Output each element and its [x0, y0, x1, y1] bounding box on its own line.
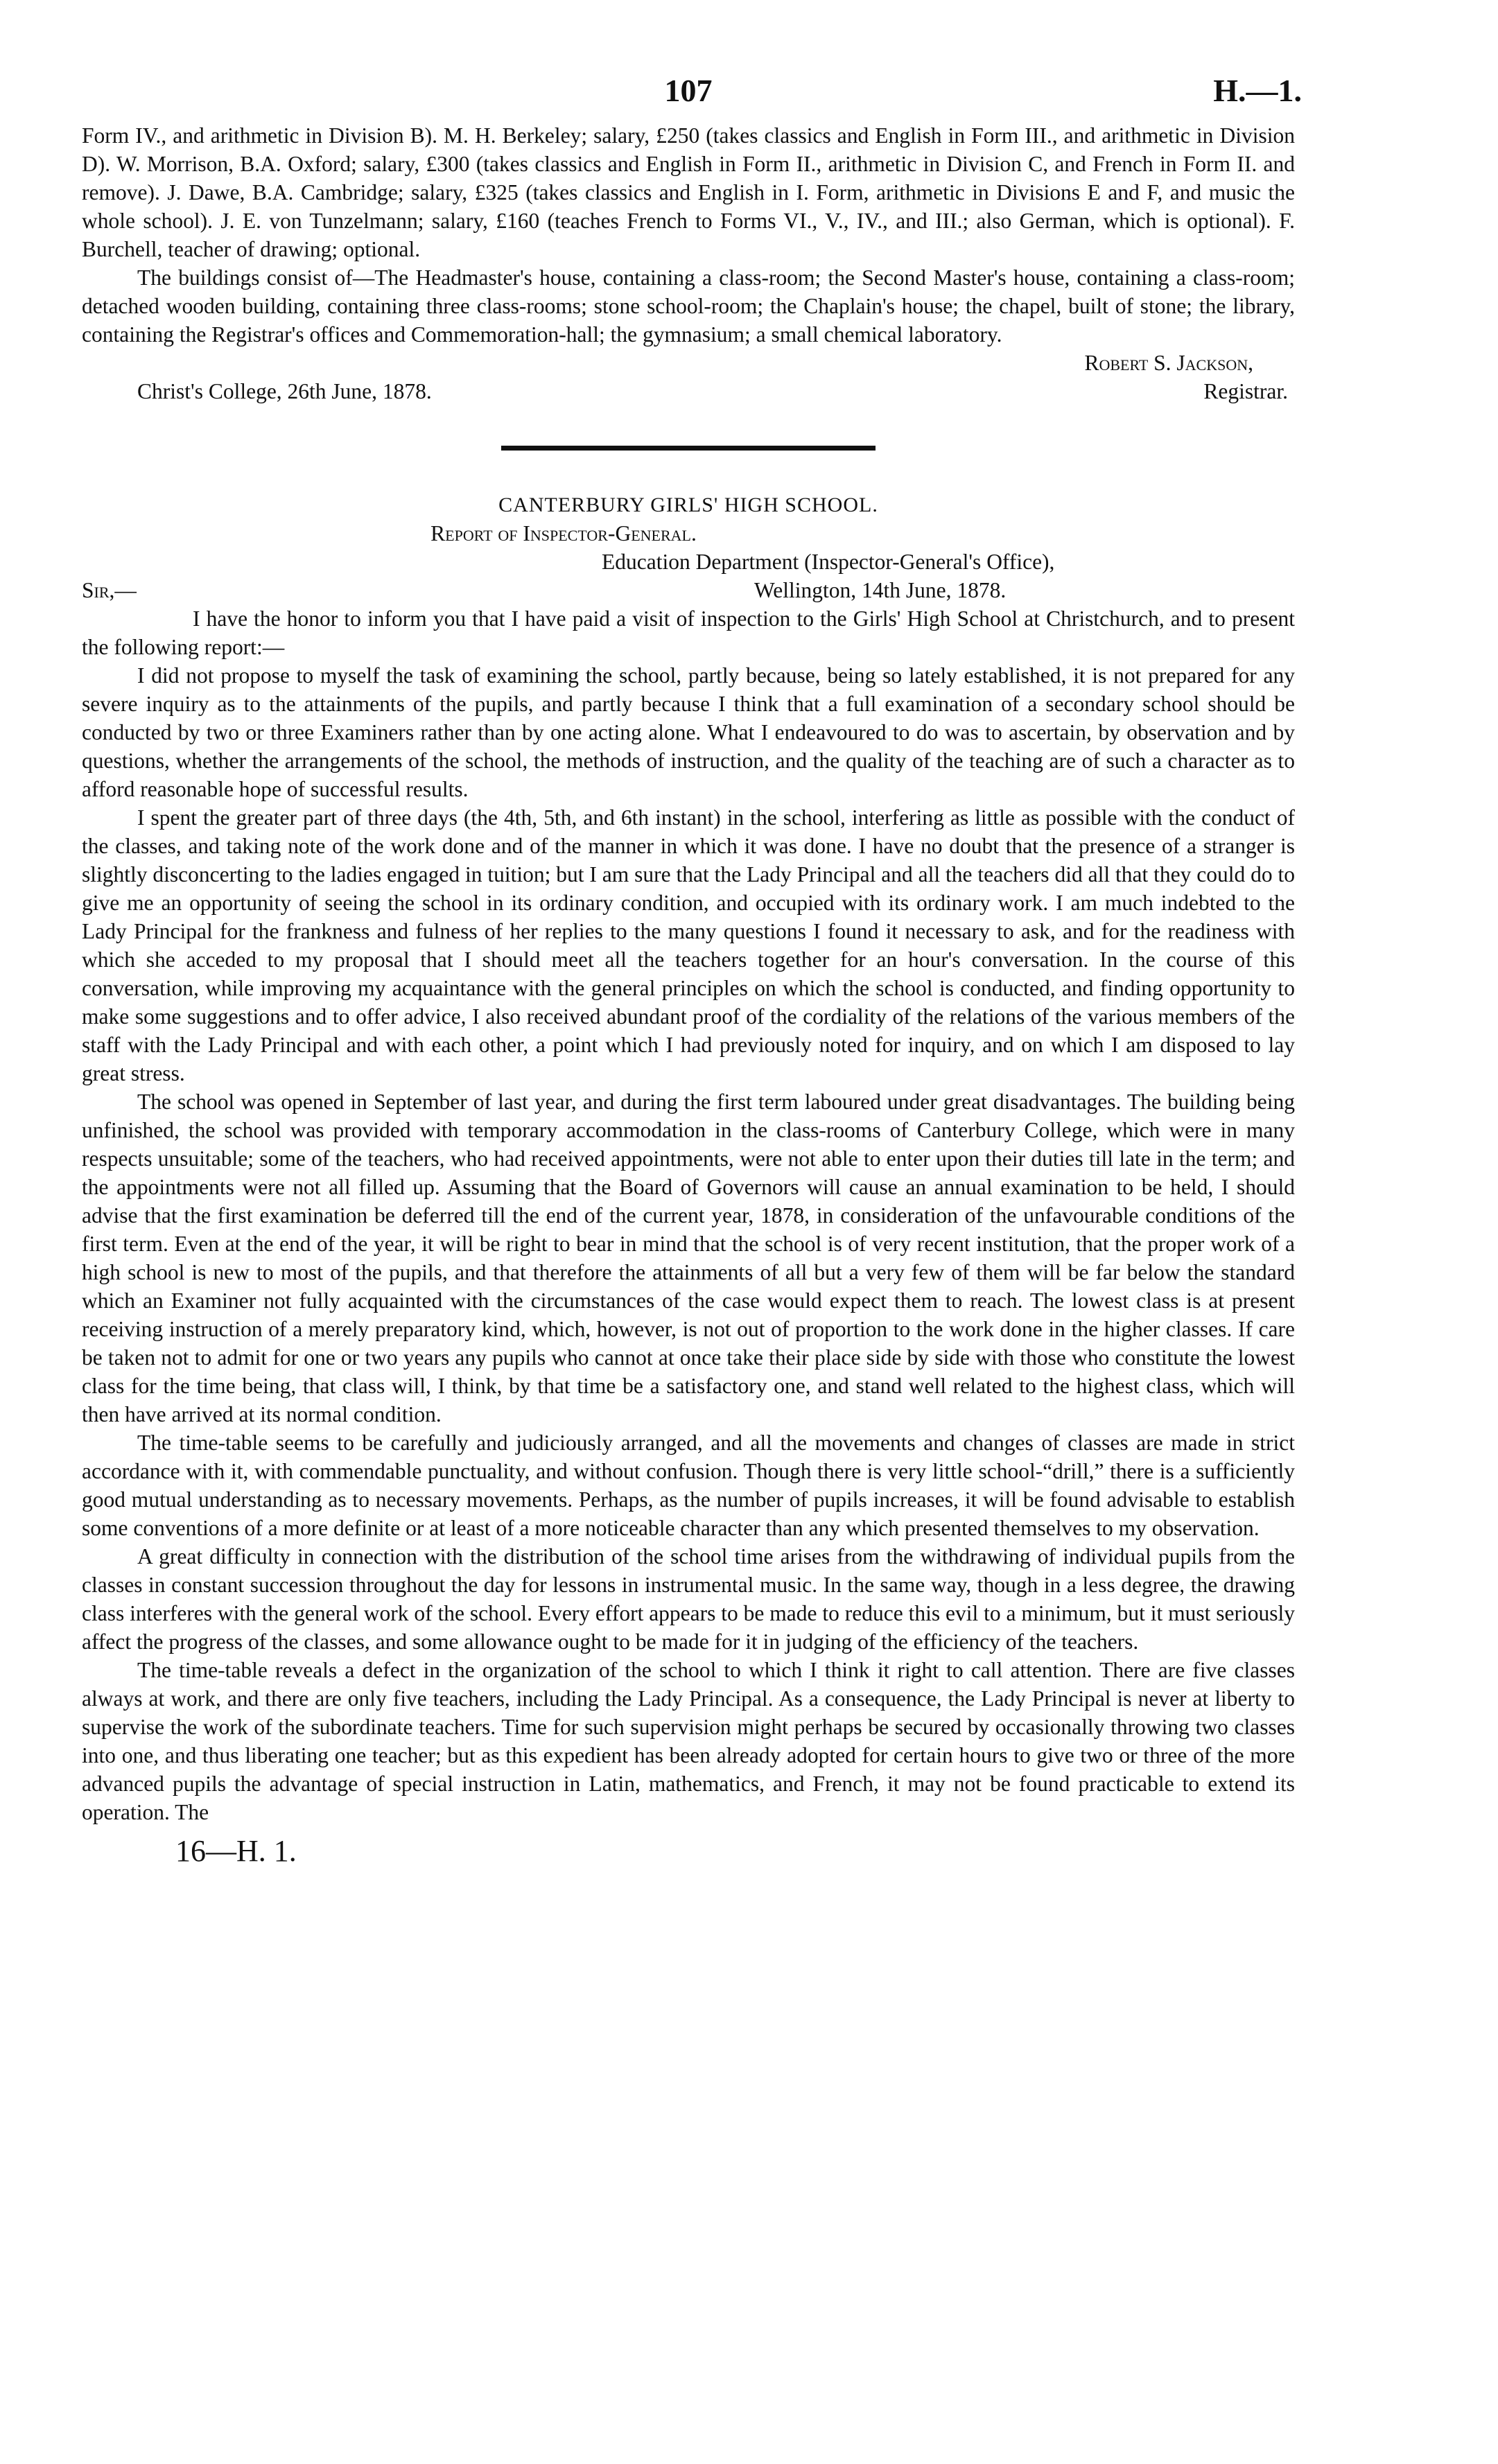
- report-department: Education Department (Inspector-General's Office),: [602, 550, 1055, 574]
- document-page: [82, 69, 1302, 1871]
- report-paragraph: I spent the greater part of three days (the 4th, 5th, and 6th instant) in the school, interfering as little as possible with the conduct of the classes, and taking note of the work done and of the manner in which it was done. I have no doubt that the presence of a stranger is slightly disconcerting to the ladies engaged in tuition; but I am sure that the Lady Principal and all the teachers did all that they could do to give me an opportunity of seeing the school in its ordinary condition, and occupied with its ordinary work. I am much indebted to the Lady Principal for the frankness and fulness of her replies to the many questions I found it necessary to ask, and for the readiness with which she acceded to my proposal that I should meet all the teachers together for an hour's conversation. In the course of this conversation, while improving my acquaintance with the general principles on which the school is conducted, and finding opportunity to make some suggestions and to offer advice, I also received abundant proof of the cordiality of the relations of the various members of the staff with the Lady Principal and with each other, a point which I had previously noted for inquiry, and on which I am disposed to lay great stress.: [82, 805, 1295, 1085]
- report-paragraph: The school was opened in September of last year, and during the first term laboured under great disadvantages. The building being unfinished, the school was provided with temporary accommodation in the class-rooms of Canterbury College, which were in many respects unsuitable; some of the teachers, who had received appointments, were not able to enter upon their duties till late in the term; and the appointments were not all filled up. Assuming that the Board of Governors will cause an annual examination to be held, I should advise that the first examination be deferred till the end of the current year, 1878, in consideration of the unfavourable conditions of the first term. Even at the end of the year, it will be right to bear in mind that the school is of very recent institution, that the proper work of a high school is new to most of the pupils, and that therefore the attainments of all but a very few of them will be far below the standard which an Examiner not fully acquainted with the circumstances of the case would expect them to reach. The lowest class is at present receiving instruction of a merely preparatory kind, which, however, is not out of proportion to the work done in the higher classes. If care be taken not to admit for one or two years any pupils who cannot at once take their place side by side with those who constitute the lowest class for the time being, that class will, I think, by that time be a satisfactory one, and stand well related to the highest class, which will then have arrived at its normal condition.: [82, 1090, 1295, 1426]
- report-paragraph: A great difficulty in connection with the distribution of the school time arises from the withdrawing of individual pupils from the classes in constant succession throughout the day for lessons in instrumental music. In the same way, though in a less degree, the drawing class interferes with the general work of the school. Every effort appears to be made to reduce this evil to a minimum, but it must seriously affect the progress of the classes, and some allowance ought to be made for it in judging of the efficiency of the teachers.: [82, 1544, 1295, 1654]
- registrar-signature-name: Robert S. Jackson,: [1084, 351, 1253, 375]
- report-paragraph: I have the honor to inform you that I have paid a visit of inspection to the Girls' High School at Christchurch, and to present the following report:—: [82, 606, 1295, 659]
- page-number: 107: [664, 73, 713, 108]
- report-title: CANTERBURY GIRLS' HIGH SCHOOL.: [498, 493, 878, 516]
- section-divider: [501, 446, 876, 451]
- report-place-date: Wellington, 14th June, 1878.: [754, 578, 1007, 602]
- staff-paragraph: Form IV., and arithmetic in Division B). M. H. Berkeley; salary, £250 (takes classics and English in Form III., and arithmetic in Division D). W. Morrison, B.A. Oxford; salary, £300 (takes classics and English in Form II., arithmetic in Division C, and French in Form II. and remove). J. Dawe, B.A. Cambridge; salary, £325 (takes classics and English in I. Form, arithmetic in Divisions E and F, and music the whole school). J. E. von Tunzelmann; salary, £160 (teaches French to Forms VI., V., IV., and III.; also German, which is optional). F. Burchell, teacher of drawing; optional.: [82, 123, 1295, 261]
- buildings-paragraph: The buildings consist of—The Headmaster's house, containing a class-room; the Second Master's house, containing a class-room; detached wooden building, containing three class-rooms; stone school-room; the Chaplain's house; the chapel, built of stone; the library, containing the Registrar's offices and Commemoration-hall; the gymnasium; a small chemical laboratory.: [82, 265, 1295, 347]
- page-header: [82, 69, 1302, 121]
- registrar-place-date: Christ's College, 26th June, 1878.: [137, 379, 432, 403]
- registrar-title: Registrar.: [1203, 379, 1288, 403]
- report-salutation: Sir,—: [82, 578, 137, 602]
- report-paragraph: The time-table reveals a defect in the organization of the school to which I think it right to call attention. There are five classes always at work, and there are only five teachers, including the Lady Principal. As a consequence, the Lady Principal is never at liberty to supervise the work of the subordinate teachers. Time for such supervision might perhaps be secured by occasionally throwing two classes into one, and thus liberating one teacher; but as this expedient has been already adopted for certain hours to give two or three of the more advanced pupils the advantage of special instruction in Latin, mathematics, and French, it may not be found practicable to extend its operation. The: [82, 1658, 1295, 1824]
- report-paragraph: I did not propose to myself the task of examining the school, partly because, being so lately established, it is not prepared for any severe inquiry as to the attainments of the pupils, and partly because I think that a full examination of a secondary school should be conducted by two or three Examiners rather than by one acting alone. What I endeavoured to do was to ascertain, by observation and by questions, whether the arrangements of the school, the methods of instruction, and the quality of the teaching are of such a character as to afford reasonable hope of successful results.: [82, 663, 1295, 801]
- document-reference: H.—1.: [1213, 73, 1302, 108]
- report-subtitle: Report of Inspector-General.: [430, 521, 697, 545]
- registrar-signature-line: [82, 377, 1295, 405]
- report-address-block: [82, 548, 1295, 604]
- report-paragraph: The time-table seems to be carefully and judiciously arranged, and all the movements and changes of classes are made in strict accordance with it, with commendable punctuality, and without confusion. Though there is very little school-“drill,” there is a sufficiently good mutual understanding as to necessary movements. Perhaps, as the number of pupils increases, it will be found advisable to establish some conventions of a more definite or at least of a more noticeable character than any which presented themselves to my observation.: [82, 1431, 1295, 1540]
- printer-signature-mark: 16—H. 1.: [175, 1834, 297, 1868]
